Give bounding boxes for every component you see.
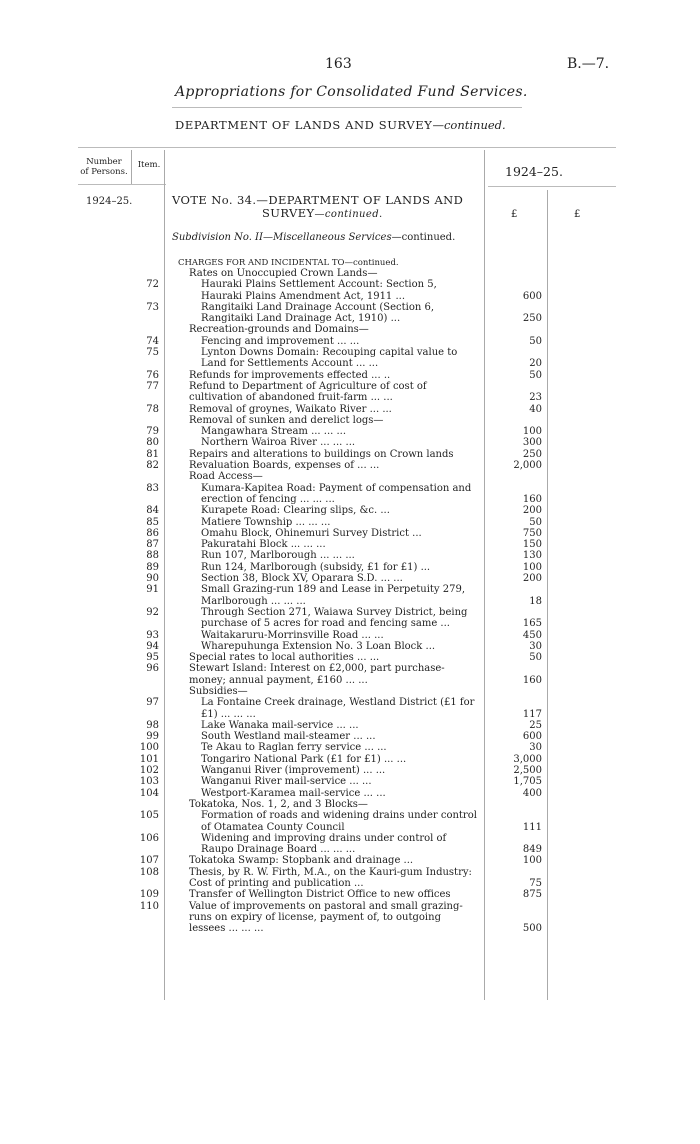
item-amount: 200	[522, 505, 542, 517]
table-row	[0, 788, 700, 799]
item-amount: 40	[529, 403, 542, 415]
department-continued: —continued.	[432, 118, 506, 132]
item-description: Rates on Unoccupied Crown Lands—	[189, 268, 378, 279]
item-number: 107	[139, 855, 159, 867]
item-number: 73	[146, 301, 159, 313]
item-number: 75	[146, 347, 159, 359]
item-description: Waitakaruru-Morrinsville Road ... ...	[201, 629, 384, 641]
item-description: Formation of roads and widening drains under control of Otamatea County Council	[201, 810, 477, 833]
item-amount: 450	[522, 629, 542, 641]
item-description: Te Akau to Raglan ferry service ... ...	[201, 742, 387, 754]
vote-title	[172, 194, 474, 221]
department-name: DEPARTMENT OF LANDS AND SURVEY	[175, 118, 433, 132]
item-number: 97	[146, 697, 159, 709]
item-description: Wharepuhunga Extension No. 3 Loan Block ...	[201, 640, 436, 652]
table-row	[0, 889, 700, 900]
table-row	[0, 336, 700, 347]
table-row	[0, 855, 700, 866]
vote-title-line2	[172, 207, 474, 221]
item-number: 79	[146, 426, 159, 438]
item-description: Subsidies—	[189, 685, 248, 697]
item-number: 101	[139, 753, 159, 765]
item-description: Small Grazing-run 189 and Lease in Perpetuity 279, Marlborough ... ... ...	[201, 584, 466, 607]
table-row	[0, 686, 700, 697]
item-number: 93	[146, 629, 159, 641]
item-description: Run 107, Marlborough ... ... ...	[201, 550, 355, 562]
item-amount: 50	[529, 335, 542, 347]
table-row	[0, 697, 700, 720]
item-description: Special rates to local authorities ... ...	[189, 652, 380, 664]
item-description: Mangawhara Stream ... ... ...	[201, 426, 347, 438]
item-amount: 100	[522, 426, 542, 438]
item-description: Tongariro National Park (£1 for £1) ... ...	[201, 753, 407, 765]
table-row	[0, 449, 700, 460]
table-row	[0, 347, 700, 370]
department-title	[175, 118, 506, 132]
item-description: Kumara-Kapitea Road: Payment of compensation and erection of fencing ... ... ...	[201, 482, 472, 505]
table-row	[0, 641, 700, 652]
table-row	[0, 754, 700, 765]
table-row	[0, 539, 700, 550]
heading-rule	[172, 107, 522, 108]
item-amount: 50	[529, 516, 542, 528]
item-description: Omahu Block, Ohinemuri Survey District ...	[201, 527, 422, 539]
table-row	[0, 324, 700, 335]
item-amount: 111	[522, 821, 542, 833]
item-amount: 160	[522, 674, 542, 686]
item-amount: 160	[522, 493, 542, 505]
vote-title-line1: VOTE No. 34.—DEPARTMENT OF LANDS AND	[172, 193, 464, 207]
item-number: 96	[146, 663, 159, 675]
item-amount: 600	[522, 731, 542, 743]
item-amount: 50	[529, 652, 542, 664]
item-amount: 50	[529, 369, 542, 381]
table-row	[0, 517, 700, 528]
item-number: 102	[139, 765, 159, 777]
item-description: Repairs and alterations to buildings on Crown lands	[189, 448, 454, 460]
item-description: Transfer of Wellington District Office to new offices	[189, 889, 451, 901]
pound-sign-1: £	[511, 209, 518, 220]
item-number: 87	[146, 539, 159, 551]
item-number: 82	[146, 460, 159, 472]
item-number: 80	[146, 437, 159, 449]
item-description: South Westland mail-steamer ... ...	[201, 731, 376, 743]
item-number: 100	[139, 742, 159, 754]
item-description: Lake Wanaka mail-service ... ...	[201, 719, 359, 731]
item-description: Rangitaiki Land Drainage Account (Section 6, Rangitaiki Land Drainage Act, 1910) ...	[201, 301, 435, 325]
persons-year: 1924–25.	[86, 196, 133, 207]
item-amount: 3,000	[513, 753, 542, 765]
item-number: 103	[139, 776, 159, 788]
item-number: 91	[146, 584, 159, 596]
table-row	[0, 833, 700, 856]
table-row	[0, 731, 700, 742]
item-amount: 25	[529, 719, 542, 731]
item-description: Section 38, Block XV, Oparara S.D. ... ...	[201, 573, 403, 585]
item-number: 84	[146, 505, 159, 517]
item-number: 105	[139, 810, 159, 822]
table-row	[0, 550, 700, 561]
table-row	[0, 584, 700, 607]
item-amount: 400	[522, 787, 542, 799]
item-description: Tokatoka, Nos. 1, 2, and 3 Blocks—	[189, 798, 368, 810]
header-bottom-rule-right	[488, 186, 616, 187]
item-description: Hauraki Plains Settlement Account: Section 5, Hauraki Plains Amendment Act, 1911 ...	[201, 279, 437, 302]
subdivision-title: Subdivision No. II—Miscellaneous Services	[172, 232, 392, 243]
persons-column-header	[78, 157, 130, 177]
item-description: Through Section 271, Waiawa Survey District, being purchase of 5 acres for road and fencing same ...	[201, 606, 468, 630]
item-amount: 250	[522, 448, 542, 460]
item-number: 94	[146, 640, 159, 652]
table-row	[0, 437, 700, 448]
item-description: La Fontaine Creek drainage, Westland District (£1 for £1) ... ... ...	[201, 697, 475, 720]
item-amount: 200	[522, 573, 542, 585]
item-description: Removal of groynes, Waikato River ... ...	[189, 403, 392, 415]
item-number: 108	[139, 866, 159, 878]
vote-survey: SURVEY	[262, 206, 315, 220]
item-amount: 30	[529, 640, 542, 652]
item-description: Pakuratahi Block ... ... ...	[201, 539, 326, 551]
item-number: 72	[146, 279, 159, 291]
item-description: Removal of sunken and derelict logs—	[189, 414, 384, 426]
persons-column-divider	[131, 150, 132, 184]
table-row	[0, 415, 700, 426]
item-number: 99	[146, 731, 159, 743]
table-row	[0, 381, 700, 404]
item-number: 74	[146, 335, 159, 347]
page-number: 163	[325, 56, 352, 72]
item-column-header: Item.	[137, 160, 161, 170]
item-number: 110	[139, 900, 159, 912]
pound-sign-2: £	[574, 209, 581, 220]
item-description: Refund to Department of Agriculture of cost of cultivation of abandoned fruit-farm ... ...	[189, 380, 427, 404]
item-amount: 2,500	[513, 765, 542, 777]
item-amount: 165	[522, 618, 542, 630]
item-amount: 1,705	[513, 776, 542, 788]
item-description: Northern Wairoa River ... ... ...	[201, 437, 356, 449]
table-row	[0, 652, 700, 663]
item-description: Run 124, Marlborough (subsidy, £1 for £1) ...	[201, 561, 431, 573]
table-row	[0, 607, 700, 630]
table-row	[0, 528, 700, 539]
item-number: 95	[146, 652, 159, 664]
table-row	[0, 799, 700, 810]
item-number: 109	[139, 889, 159, 901]
table-row	[0, 765, 700, 776]
item-amount: 150	[522, 539, 542, 551]
item-number: 89	[146, 561, 159, 573]
item-amount: 500	[522, 923, 542, 935]
item-description: Road Access—	[189, 471, 263, 483]
item-amount: 2,000	[513, 460, 542, 472]
table-row	[0, 404, 700, 415]
item-amount: 100	[522, 855, 542, 867]
persons-header-line2: of Persons.	[80, 167, 128, 177]
table-row	[0, 901, 700, 935]
item-description: Stewart Island: Interest on £2,000, part purchase-money; annual payment, £160 ... ...	[189, 663, 445, 686]
item-description: Revaluation Boards, expenses of ... ...	[189, 460, 380, 472]
table-row	[0, 742, 700, 753]
table-row	[0, 268, 700, 279]
charges-heading: CHARGES FOR AND INCIDENTAL TO—continued.	[178, 258, 399, 268]
vote-continued: —continued.	[314, 209, 383, 220]
item-number: 76	[146, 369, 159, 381]
item-number: 86	[146, 527, 159, 539]
item-amount: 18	[529, 595, 542, 607]
year-column-header: 1924–25.	[505, 164, 563, 179]
table-row	[0, 562, 700, 573]
item-number: 85	[146, 516, 159, 528]
table-row	[0, 663, 700, 686]
item-amount: 117	[522, 708, 542, 720]
item-description: Matiere Township ... ... ...	[201, 516, 331, 528]
item-amount: 750	[522, 527, 542, 539]
appropriation-rows	[0, 268, 700, 935]
item-number: 104	[139, 787, 159, 799]
table-row	[0, 426, 700, 437]
table-row	[0, 370, 700, 381]
item-amount: 30	[529, 742, 542, 754]
item-amount: 600	[522, 290, 542, 302]
item-amount: 75	[529, 878, 542, 890]
table-row	[0, 867, 700, 890]
item-number: 92	[146, 606, 159, 618]
item-description: Tokatoka Swamp: Stopbank and drainage ...	[189, 855, 414, 867]
item-amount: 20	[529, 358, 542, 370]
item-description: Wanganui River mail-service ... ...	[201, 776, 372, 788]
item-number: 90	[146, 573, 159, 585]
table-row	[0, 279, 700, 302]
item-number: 106	[139, 832, 159, 844]
subdivision-heading	[172, 232, 455, 243]
item-description: Kurapete Road: Clearing slips, &c. ...	[201, 505, 390, 517]
item-description: Value of improvements on pastoral and small grazing-runs on expiry of license, payment of, to outgoing lessees ... ... ...	[189, 900, 463, 935]
item-number: 88	[146, 550, 159, 562]
item-amount: 23	[529, 392, 542, 404]
item-amount: 875	[522, 889, 542, 901]
table-row	[0, 302, 700, 325]
table-row	[0, 720, 700, 731]
item-amount: 130	[522, 550, 542, 562]
item-number: 98	[146, 719, 159, 731]
table-row	[0, 505, 700, 516]
item-amount: 100	[522, 561, 542, 573]
subdivision-continued: —continued.	[391, 232, 456, 243]
item-amount: 300	[522, 437, 542, 449]
item-description: Westport-Karamea mail-service ... ...	[201, 787, 386, 799]
item-description: Recreation-grounds and Domains—	[189, 324, 369, 336]
table-row	[0, 630, 700, 641]
table-top-rule	[78, 147, 616, 148]
item-description: Lynton Downs Domain: Recouping capital value to Land for Settlements Account ... ...	[201, 347, 458, 370]
table-row	[0, 471, 700, 482]
page-heading: Appropriations for Consolidated Fund Services.	[175, 84, 528, 100]
page-reference: B.—7.	[567, 56, 610, 72]
table-row	[0, 460, 700, 471]
persons-header-line1: Number	[86, 157, 122, 167]
item-description: Thesis, by R. W. Firth, M.A., on the Kauri-gum Industry: Cost of printing and publication ...	[189, 866, 472, 890]
item-number: 83	[146, 482, 159, 494]
item-description: Refunds for improvements effected ... ..	[189, 369, 391, 381]
item-description: Widening and improving drains under control of Raupo Drainage Board ... ... ...	[201, 832, 447, 856]
item-number: 78	[146, 403, 159, 415]
item-description: Wanganui River (improvement) ... ...	[201, 765, 386, 777]
item-amount: 250	[522, 313, 542, 325]
table-row	[0, 573, 700, 584]
table-row	[0, 483, 700, 506]
item-amount: 849	[522, 844, 542, 856]
header-bottom-rule-left	[78, 184, 166, 185]
item-number: 81	[146, 448, 159, 460]
table-row	[0, 810, 700, 833]
item-description: Fencing and improvement ... ...	[201, 335, 360, 347]
item-number: 77	[146, 380, 159, 392]
table-row	[0, 776, 700, 787]
